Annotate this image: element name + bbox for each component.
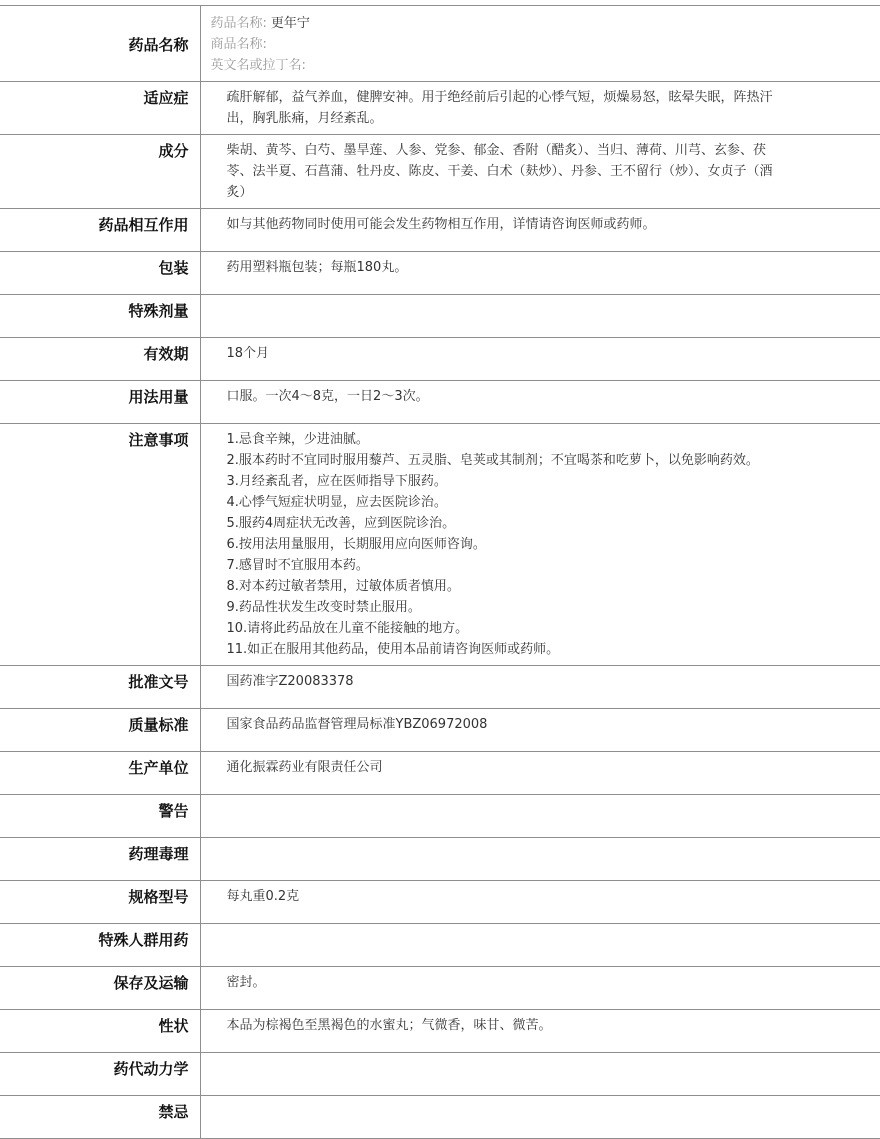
value-contraindications (200, 1096, 880, 1139)
row-pharmacology (0, 838, 880, 881)
label-manufacturer: 生产单位 (0, 752, 200, 795)
value-pharmacology (200, 838, 880, 881)
label-contraindications: 禁忌 (0, 1096, 200, 1139)
value-usage: 口服。一次4～8克，一日2～3次。 (200, 381, 880, 424)
row-drug-name (0, 6, 880, 82)
precaution-item: 6.按用法用量服用，长期服用应向医师咨询。 (226, 537, 486, 552)
row-precautions (0, 424, 880, 666)
label-shelf-life: 有效期 (0, 338, 200, 381)
precaution-item: 4.心悸气短症状明显，应去医院诊治。 (226, 495, 447, 510)
generic-name-key: 药品名称: (210, 16, 267, 31)
row-contraindications (0, 1096, 880, 1139)
value-shelf-life: 18个月 (200, 338, 880, 381)
english-name-key: 英文名或拉丁名: (210, 58, 306, 73)
label-interactions: 药品相互作用 (0, 209, 200, 252)
value-special-population (200, 924, 880, 967)
row-ingredients (0, 135, 880, 209)
precaution-item: 5.服药4周症状无改善，应到医院诊治。 (226, 516, 456, 531)
label-specification: 规格型号 (0, 881, 200, 924)
value-specification: 每丸重0.2克 (200, 881, 880, 924)
label-indications: 适应症 (0, 82, 200, 135)
row-quality-standard (0, 709, 880, 752)
generic-name-value: 更年宁 (270, 16, 310, 31)
precaution-item: 10.请将此药品放在儿童不能接触的地方。 (226, 621, 469, 636)
row-manufacturer (0, 752, 880, 795)
label-warning: 警告 (0, 795, 200, 838)
value-manufacturer: 通化振霖药业有限责任公司 (200, 752, 880, 795)
label-precautions: 注意事项 (0, 424, 200, 666)
trade-name-key: 商品名称: (210, 37, 267, 52)
trade-name-line (211, 34, 871, 55)
precaution-item: 1.忌食辛辣，少进油腻。 (226, 432, 369, 447)
label-drug-name: 药品名称 (0, 6, 200, 82)
value-storage: 密封。 (200, 967, 880, 1010)
row-special-dosage (0, 295, 880, 338)
value-special-dosage (200, 295, 880, 338)
value-approval-number: 国药准字Z20083378 (200, 666, 880, 709)
label-usage: 用法用量 (0, 381, 200, 424)
label-special-population: 特殊人群用药 (0, 924, 200, 967)
label-approval-number: 批准文号 (0, 666, 200, 709)
row-storage (0, 967, 880, 1010)
value-appearance: 本品为棕褐色至黑褐色的水蜜丸；气微香，味甘、微苦。 (200, 1010, 880, 1053)
value-ingredients: 柴胡、黄芩、白芍、墨旱莲、人参、党参、郁金、香附（醋炙）、当归、薄荷、川芎、玄参、茯苓、法半夏、石菖蒲、牡丹皮、陈皮、干姜、白术（麸炒）、丹参、王不留行（炒）、女贞子（酒炙） (200, 135, 880, 209)
drug-spec-table (0, 5, 880, 1139)
precaution-item: 9.药品性状发生改变时禁止服用。 (226, 600, 421, 615)
value-pharmacokinetics (200, 1053, 880, 1096)
value-indications: 疏肝解郁，益气养血，健脾安神。用于绝经前后引起的心悸气短，烦燥易怒，眩晕失眠，阵热汗出，胸乳胀痛，月经紊乱。 (200, 82, 880, 135)
row-indications (0, 82, 880, 135)
generic-name-line (211, 13, 871, 34)
label-appearance: 性状 (0, 1010, 200, 1053)
precaution-item: 8.对本药过敏者禁用，过敏体质者慎用。 (226, 579, 460, 594)
row-pharmacokinetics (0, 1053, 880, 1096)
drug-name-block (200, 6, 880, 82)
row-interactions (0, 209, 880, 252)
label-special-dosage: 特殊剂量 (0, 295, 200, 338)
value-precautions (200, 424, 880, 666)
row-usage (0, 381, 880, 424)
row-special-population (0, 924, 880, 967)
precaution-item: 3.月经紊乱者，应在医师指导下服药。 (226, 474, 447, 489)
label-pharmacology: 药理毒理 (0, 838, 200, 881)
precaution-item: 7.感冒时不宜服用本药。 (226, 558, 369, 573)
precaution-item: 2.服本药时不宜同时服用藜芦、五灵脂、皂荚或其制剂；不宜喝茶和吃萝卜，以免影响药效。 (226, 453, 759, 468)
label-ingredients: 成分 (0, 135, 200, 209)
label-pharmacokinetics: 药代动力学 (0, 1053, 200, 1096)
row-shelf-life (0, 338, 880, 381)
row-specification (0, 881, 880, 924)
row-packaging (0, 252, 880, 295)
label-quality-standard: 质量标准 (0, 709, 200, 752)
label-packaging: 包装 (0, 252, 200, 295)
value-interactions: 如与其他药物同时使用可能会发生药物相互作用，详情请咨询医师或药师。 (200, 209, 880, 252)
row-warning (0, 795, 880, 838)
value-quality-standard: 国家食品药品监督管理局标准YBZ06972008 (200, 709, 880, 752)
value-packaging: 药用塑料瓶包装；每瓶180丸。 (200, 252, 880, 295)
english-name-line (211, 55, 871, 76)
row-appearance (0, 1010, 880, 1053)
label-storage: 保存及运输 (0, 967, 200, 1010)
row-approval-number (0, 666, 880, 709)
value-warning (200, 795, 880, 838)
precaution-item: 11.如正在服用其他药品，使用本品前请咨询医师或药师。 (226, 642, 560, 657)
